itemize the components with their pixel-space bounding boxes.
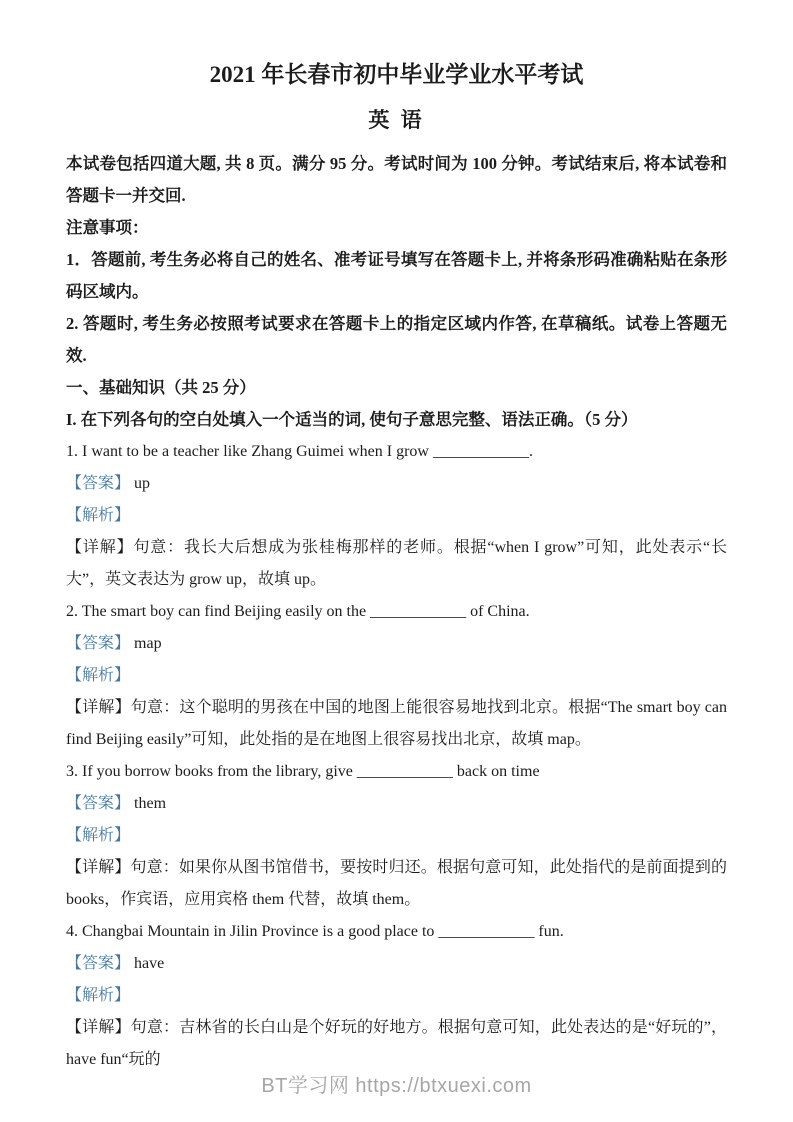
answer-label: 【答案】 [66,795,131,812]
detail-text: 句意：如果你从图书馆借书，要按时归还。根据句意可知，此处指代的是前面提到的 books，作宾语，应用宾格 them 代替，故填 them。 [66,859,727,908]
note-item-2: 2. 答题时, 考生务必按照考试要求在答题卡上的指定区域内作答, 在草稿纸。试卷上答题无效. [66,314,727,365]
watermark-footer: BT学习网 https://btxuexi.com [261,1075,532,1097]
answer-value: map [134,635,162,652]
question-block-2 [66,596,727,756]
answer-value: them [134,795,167,812]
answer-line [66,948,727,980]
question-block-1 [66,436,727,596]
detail-label: 【详解】 [66,539,134,556]
detail-text: 句意：吉林省的长白山是个好玩的好地方。根据句意可知，此处表达的是“好玩的”，have fun“玩的 [66,1019,727,1068]
part-instruction: I. 在下列各句的空白处填入一个适当的词, 使句子意思完整、语法正确。（5 分） [66,410,638,429]
analysis-label: 【解析】 [66,827,131,844]
detail-line [66,1012,727,1076]
note-item-1: 1．答题前, 考生务必将自己的姓名、准考证号填写在答题卡上, 并将条形码准确粘贴在条形码区域内。 [66,250,727,301]
section-heading: 一、基础知识（共 25 分） [66,378,256,397]
detail-label: 【详解】 [66,699,131,716]
question-block-3 [66,756,727,916]
answer-line [66,468,727,500]
detail-line [66,692,727,756]
exam-intro: 本试卷包括四道大题, 共 8 页。满分 95 分。考试时间为 100 分钟。考试结束后, 将本试卷和答题卡一并交回. [66,154,727,205]
exam-subject: 英 语 [368,108,425,132]
answer-label: 【答案】 [66,955,131,972]
question-stem: 1. I want to be a teacher like Zhang Guimei when I grow ____________. [66,443,533,460]
answer-value: up [134,475,151,492]
detail-label: 【详解】 [66,1019,131,1036]
question-block-4 [66,916,727,1076]
answer-line [66,628,727,660]
detail-text: 句意：我长大后想成为张桂梅那样的老师。根据“when I grow”可知，此处表示“长大”，英文表达为 grow up，故填 up。 [66,539,727,588]
answer-line [66,788,727,820]
question-stem: 4. Changbai Mountain in Jilin Province is a good place to ____________ fun. [66,923,564,940]
detail-line [66,532,727,596]
notes-heading: 注意事项： [66,218,149,237]
answer-label: 【答案】 [66,635,131,652]
detail-label: 【详解】 [66,859,131,876]
exam-title: 2021 年长春市初中毕业学业水平考试 [209,62,584,87]
answer-value: have [134,955,165,972]
question-stem: 3. If you borrow books from the library, give ____________ back on time [66,763,540,780]
answer-label: 【答案】 [66,475,131,492]
detail-text: 句意：这个聪明的男孩在中国的地图上能很容易地找到北京。根据“The smart boy can find Beijing easily”可知，此处指的是在地图上很容易找出北京，故填 map。 [66,699,727,748]
analysis-label: 【解析】 [66,987,131,1004]
detail-line [66,852,727,916]
analysis-label: 【解析】 [66,507,131,524]
question-stem: 2. The smart boy can find Beijing easily on the ____________ of China. [66,603,530,620]
analysis-label: 【解析】 [66,667,131,684]
